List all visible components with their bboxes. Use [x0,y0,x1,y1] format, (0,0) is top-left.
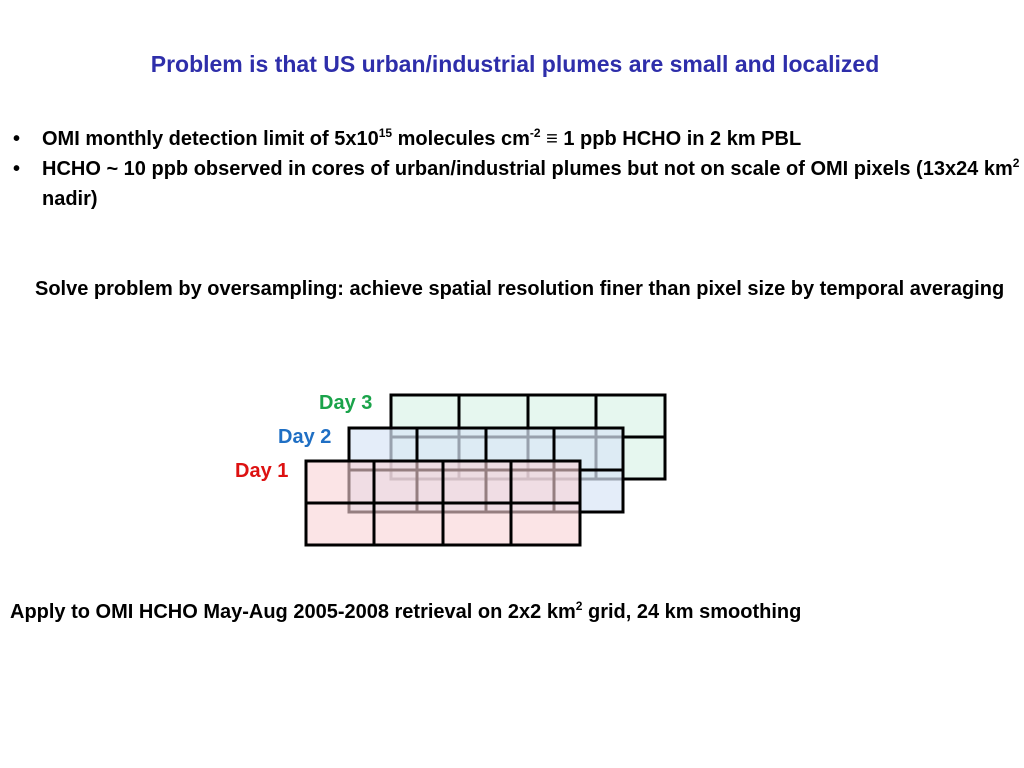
bullet-text: HCHO ~ 10 ppb observed in cores of urban/industrial plumes but not on scale of OMI pixels (13x24 km [42,158,1013,180]
day3-label: Day 3 [319,392,373,414]
bullet-text: nadir) [42,188,98,210]
bullet-marker: • [13,158,21,180]
apply-text: Apply to OMI HCHO May-Aug 2005-2008 retrieval on 2x2 km [10,601,576,623]
bullet-text: molecules cm [392,128,530,150]
bullet-text: OMI monthly detection limit of 5x10 [42,128,379,150]
bullet-marker: • [13,128,21,150]
superscript: 2 [575,599,583,613]
day1-pixel-grid [306,461,580,545]
slide-title: Problem is that US urban/industrial plumes are small and localized [150,51,880,77]
superscript: 15 [378,126,393,140]
superscript: -2 [529,126,541,140]
bullet-text: ≡ 1 ppb HCHO in 2 km PBL [540,128,802,150]
day1-label: Day 1 [235,460,289,482]
apply-paragraph [10,601,1024,624]
superscript: 2 [1012,156,1020,170]
day2-label: Day 2 [278,426,332,448]
apply-text: grid, 24 km smoothing [582,601,802,623]
solve-paragraph: Solve problem by oversampling: achieve spatial resolution finer than pixel size by temporal averaging [35,278,1005,300]
